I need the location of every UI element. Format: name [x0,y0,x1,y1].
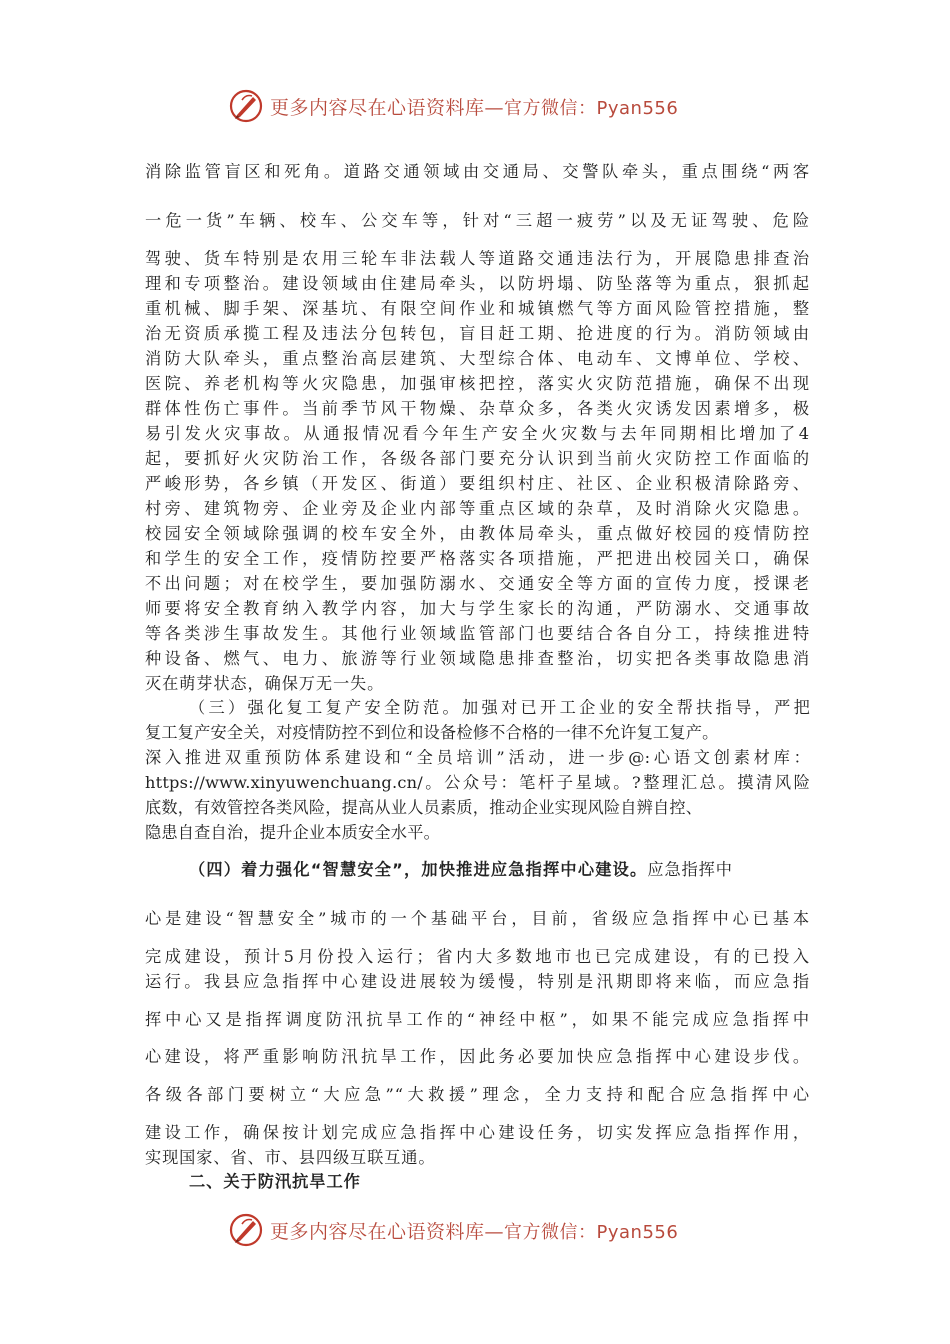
text-line: 消除监管盲区和死角。道路交通领域由交通局、交警队牵头，重点围绕“两客 [145,162,810,181]
text-line: 深入推进双重预防体系建设和“全员培训”活动，进一步@:心语文创素材库： [145,748,810,767]
text-line: 复工复产安全关，对疫情防控不到位和设备检修不合格的一律不允许复工复产。 [145,723,719,742]
banner-separator: — [484,1220,505,1243]
section-heading [189,1171,810,1193]
text-line: https://www.xinyuwenchuang.cn/。公众号：笔杆子星域。?整理汇总。摸清风险 [145,773,810,792]
text-line: 底数，有效管控各类风险，提高从业人员素质，推动企业实现风险自辨自控、 [145,798,703,817]
text-line: 一危一货”车辆、校车、公交车等，针对“三超一疲劳”以及无证驾驶、危险 [145,211,810,230]
text-line: 易引发火灾事故。从通报情况看今年生产安全火灾数与去年同期相比增加了4 [145,424,810,443]
text-line: 完成建设，预计5月份投入运行；省内大多数地市也已完成建设，有的已投入 [145,947,810,966]
text-line: 心建设，将严重影响防汛抗旱工作，因此务必要加快应急指挥中心建设步伐。 [145,1047,810,1066]
banner-wechat: 官方微信：Pyan556 [504,97,679,119]
text-line: 起，要抓好火灾防治工作，各级各部门要充分认识到当前火灾防控工作面临的 [145,449,810,468]
footer-banner [228,1210,748,1250]
subsection-heading: （四）着力强化“智慧安全”，加快推进应急指挥中心建设。 [189,860,648,879]
text-line: 各级各部门要树立“大应急”“大救援”理念，全力支持和配合应急指挥中心 [145,1085,810,1104]
text-line: 驾驶、货车特别是农用三轮车非法载人等道路交通违法行为，开展隐患排查治 [145,249,810,268]
banner-title: 更多内容尽在心语资料库 [270,96,485,119]
header-banner [228,86,748,126]
text-line: 师要将安全教育纳入教学内容，加大与学生家长的沟通，严防溺水、交通事故 [145,599,810,618]
text-line: 灭在萌芽状态，确保万无一失。 [145,674,385,693]
text-line: 重机械、脚手架、深基坑、有限空间作业和城镇燃气等方面风险管控措施，整 [145,299,810,318]
text-line: 严峻形势，各乡镇（开发区、街道）要组织村庄、社区、企业积极清除路旁、 [145,474,810,493]
text-line: 消防大队牵头，重点整治高层建筑、大型综合体、电动车、文博单位、学校、 [145,349,810,368]
text-line: 隐患自查自治，提升企业本质安全水平。 [145,823,440,842]
text-line: 挥中心又是指挥调度防汛抗旱工作的“神经中枢”，如果不能完成应急指挥中 [145,1010,810,1029]
section-heading-text: 二、关于防汛抗旱工作 [189,1172,361,1191]
banner-text [270,93,678,120]
text-line: 心是建设“智慧安全”城市的一个基础平台，目前，省级应急指挥中心已基本 [145,909,810,928]
text-line: 运行。我县应急指挥中心建设进展较为缓慢，特别是汛期即将来临，而应急指 [145,972,810,991]
text-line: （三）强化复工复产安全防范。加强对已开工企业的安全帮扶指导，严把 [189,698,810,717]
banner-separator: — [484,96,505,119]
text-line: 群体性伤亡事件。当前季节风干物燥、杂草众多，各类火灾诱发因素增多，极 [145,399,810,418]
pen-logo-icon [228,1212,264,1248]
text-line: 校园安全领域除强调的校车安全外，由教体局牵头，重点做好校园的疫情防控 [145,524,810,543]
banner-title: 更多内容尽在心语资料库 [270,1220,485,1243]
subsection-heading-tail: 应急指挥中 [647,860,733,879]
text-line: 种设备、燃气、电力、旅游等行业领域隐患排查整治，切实把各类事故隐患消 [145,649,810,668]
text-line: 村旁、建筑物旁、企业旁及企业内部等重点区域的杂草，及时消除火灾隐患。 [145,499,810,518]
text-line: 建设工作，确保按计划完成应急指挥中心建设任务，切实发挥应急指挥作用， [145,1123,810,1142]
text-line: 治无资质承揽工程及违法分包转包，盲目赶工期、抢进度的行为。消防领域由 [145,324,810,343]
text-line: 等各类涉生事故发生。其他行业领域监管部门也要结合各自分工，持续推进特 [145,624,810,643]
text-line: 理和专项整治。建设领域由住建局牵头，以防坍塌、防坠落等为重点，狠抓起 [145,274,810,293]
text-line: 不出问题；对在校学生，要加强防溺水、交通安全等方面的宣传力度，授课老 [145,574,810,593]
banner-wechat: 官方微信：Pyan556 [504,1221,679,1243]
pen-logo-icon [228,88,264,124]
banner-text [270,1217,678,1244]
text-line [189,859,810,881]
text-line: 和学生的安全工作，疫情防控要严格落实各项措施，严把进出校园关口，确保 [145,549,810,568]
text-line: 医院、养老机构等火灾隐患，加强审核把控，落实火灾防范措施，确保不出现 [145,374,810,393]
text-line: 实现国家、省、市、县四级互联互通。 [145,1148,436,1167]
